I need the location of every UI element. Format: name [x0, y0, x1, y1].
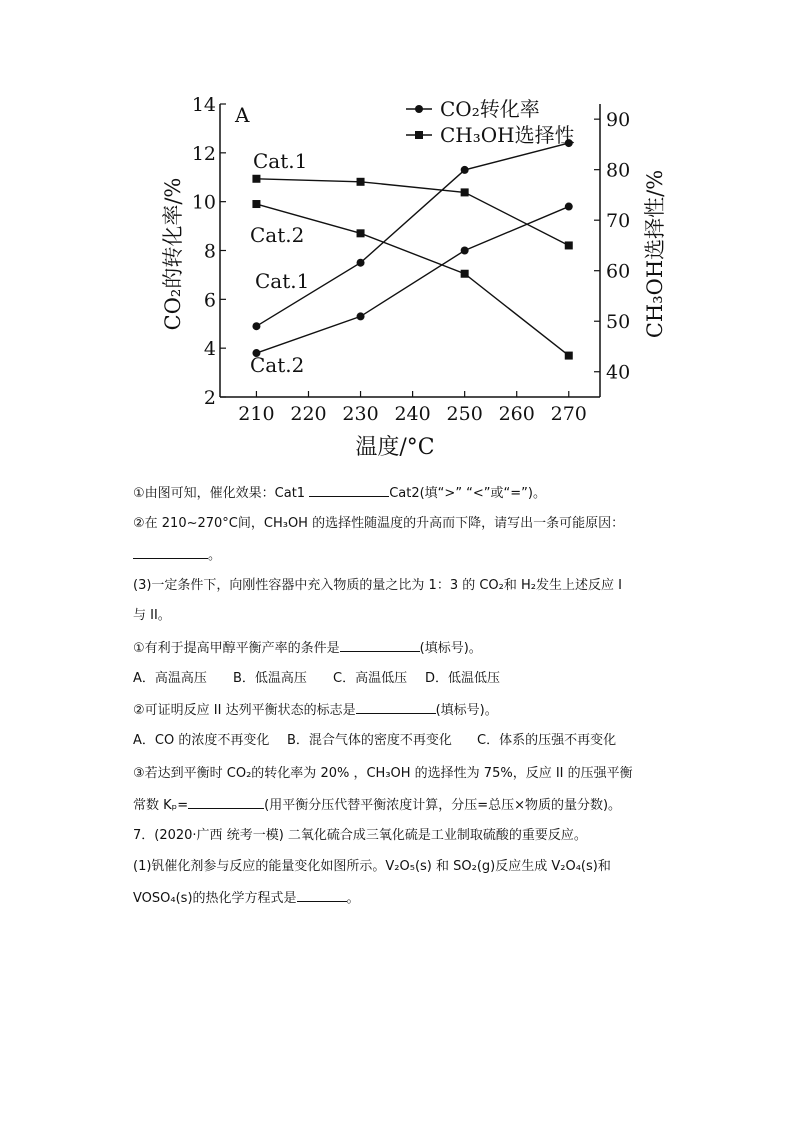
question-3-line-1	[133, 576, 714, 596]
q3-2-answer-blank[interactable]	[356, 700, 436, 714]
question-7-title	[133, 826, 714, 846]
q3-1-text-a: ①有利于提高甲醇平衡产率的条件是	[133, 641, 340, 656]
x-tick-label: 270	[550, 403, 587, 425]
q3-3-answer-blank[interactable]	[188, 795, 264, 809]
x-tick-label: 240	[394, 403, 431, 425]
y-right-tick-label: 70	[606, 210, 631, 233]
option-2c: C．体系的压强不再变化	[477, 733, 617, 748]
question-3-line-2	[133, 606, 714, 626]
legend-label-conversion: CO₂转化率	[440, 97, 540, 121]
y-left-tick-label: 14	[191, 94, 216, 116]
question-3-3-line-2	[133, 795, 714, 816]
question-3-1-line	[133, 638, 714, 659]
legend-square-marker	[415, 131, 423, 139]
q3-text-a: (3)一定条件下，向刚性容器中充入物质的量之比为 1：3 的 CO₂和 H₂发生上述反应 I	[133, 578, 622, 593]
y-right-tick-label: 50	[606, 311, 631, 334]
x-tick-label: 220	[290, 403, 327, 425]
curve-label-cat1-conversion: Cat.1	[255, 269, 310, 293]
q3-1-text-b: (填标号)。	[419, 641, 482, 656]
x-tick-label: 210	[238, 403, 275, 425]
q3-1-answer-blank[interactable]	[340, 638, 420, 652]
question-1-line	[133, 483, 714, 504]
data-point-square	[357, 178, 365, 186]
option-2a: A．CO 的浓度不再变化	[133, 733, 270, 748]
q3-2-text-a: ②可证明反应 II 达列平衡状态的标志是	[133, 703, 356, 718]
y-axis-right-label: CH₃OH选择性/%	[643, 169, 667, 339]
y-right-tick-label: 90	[606, 109, 631, 132]
data-point-square	[461, 188, 469, 196]
curve-label-cat1-selectivity: Cat.1	[253, 149, 308, 173]
question-3-3-line-1	[133, 764, 714, 784]
x-tick-label: 260	[498, 403, 535, 425]
question-7-1-line-2	[133, 888, 714, 909]
y-right-tick-label: 60	[606, 260, 631, 283]
data-point-square	[357, 229, 365, 237]
y-left-tick-label: 8	[203, 240, 216, 263]
q2-answer-blank[interactable]	[133, 545, 208, 559]
data-point-circle	[461, 166, 469, 174]
y-axis-left-label: CO₂的转化率/%	[161, 177, 185, 331]
x-tick-label: 230	[342, 403, 379, 425]
q7-answer-blank[interactable]	[297, 888, 347, 902]
y-left-tick-label: 4	[203, 338, 216, 361]
legend-circle-marker	[415, 105, 423, 113]
q7-text: 7．(2020·广西 统考一模) 二氧化硫合成三氧化硫是工业制取硫酸的重要反应。	[133, 828, 587, 843]
q7-2-text-b: 。	[346, 891, 360, 906]
option-1a: A．高温高压	[133, 671, 207, 686]
data-point-circle	[357, 259, 365, 267]
legend	[406, 97, 575, 147]
data-point-square	[252, 200, 260, 208]
question-7-1-line-1	[133, 857, 714, 877]
q7-2-text-a: VOSO₄(s)的热化学方程式是	[133, 891, 297, 906]
q3-3-text-a: 常数 Kₚ=	[133, 798, 189, 813]
q1-text-a: ①由图可知，催化效果：Cat1	[133, 486, 310, 501]
option-2b: B．混合气体的密度不再变化	[287, 733, 452, 748]
q2-text: ②在 210~270°C间，CH₃OH 的选择性随温度的升高而下降，请写出一条可能原因：	[133, 516, 625, 531]
data-point-circle	[252, 322, 260, 330]
q1-text-b: Cat2(填“>” “<”或“=”)。	[389, 486, 546, 501]
question-3-1-options	[133, 669, 714, 689]
data-point-circle	[461, 247, 469, 255]
y-right-tick-label: 80	[606, 159, 631, 182]
option-1d: D．低温低压	[425, 671, 501, 686]
x-tick-label: 250	[446, 403, 483, 425]
data-point-circle	[357, 312, 365, 320]
y-left-tick-label: 12	[191, 142, 216, 165]
data-point-square	[461, 270, 469, 278]
legend-label-selectivity: CH₃OH选择性	[440, 123, 575, 147]
data-point-circle	[565, 203, 573, 211]
q3-text-b: 与 II。	[133, 608, 171, 623]
y-left-tick-label: 6	[203, 289, 216, 312]
data-point-square	[565, 352, 573, 360]
question-3-2-options	[133, 731, 714, 751]
q1-answer-blank[interactable]	[309, 483, 389, 497]
curve-label-cat2-selectivity: Cat.2	[250, 223, 305, 247]
q3-3-text: ③若达到平衡时 CO₂的转化率为 20% ，CH₃OH 的选择性为 75%，反应 II 的压强平衡	[133, 766, 633, 781]
question-2-line	[133, 514, 714, 534]
q3-3-text-b: (用平衡分压代替平衡浓度计算，分压=总压×物质的量分数)。	[264, 798, 622, 813]
option-1b: B．低温高压	[233, 671, 307, 686]
data-point-square	[252, 175, 260, 183]
y-left-tick-label: 10	[191, 191, 216, 214]
x-axis-label: 温度/°C	[355, 435, 435, 460]
y-left-tick-label: 2	[203, 387, 216, 409]
option-1c: C．高温低压	[333, 671, 408, 686]
curve-label-cat2-conversion: Cat.2	[250, 353, 305, 377]
y-right-tick-label: 40	[606, 361, 631, 384]
q2-end: 。	[208, 548, 222, 563]
q7-1-text: (1)钒催化剂参与反应的能量变化如图所示。V₂O₅(s) 和 SO₂(g)反应生成 V₂O₄(s)和	[133, 859, 611, 874]
panel-label: A	[235, 103, 250, 127]
q3-2-text-b: (填标号)。	[435, 703, 498, 718]
question-3-2-line	[133, 700, 714, 721]
conversion-selectivity-chart	[150, 82, 667, 472]
data-point-square	[565, 241, 573, 249]
question-2-answer-line	[133, 545, 714, 566]
